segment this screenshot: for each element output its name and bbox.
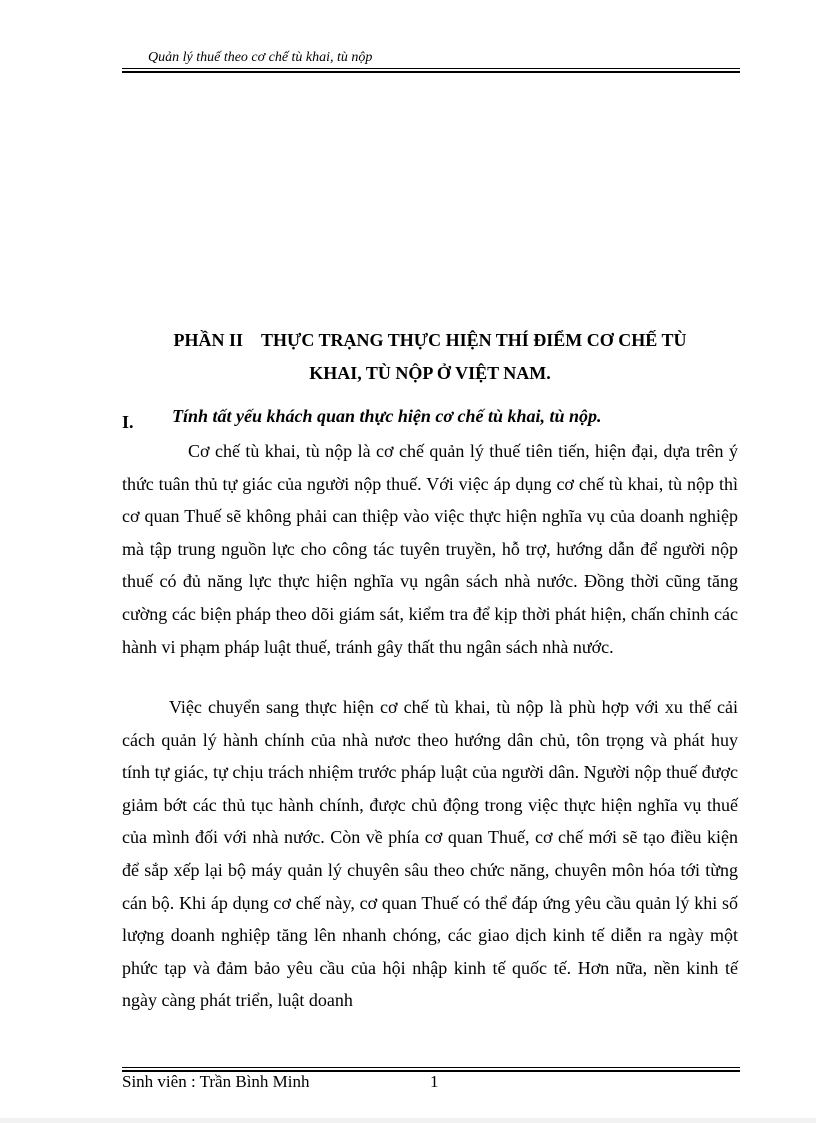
paragraph-1: Cơ chế tù khai, tù nộp là cơ chế quản lý thuế tiên tiến, hiện đại, dựa trên ý thức tuân thủ tự giác của người nộp thuế. Với việc áp dụng cơ chế tù khai, tù nộp thì cơ quan Thuế sẽ không phải can thiệp vào việc thực hiện nghĩa vụ của doanh nghiệp mà tập trung nguồn lực cho công tác tuyên truyền, hỗ trợ, hướng dẫn để người nộp thuế có đủ năng lực thực hiện nghĩa vụ ngân sách nhà nước. Đồng thời cũng tăng cường các biện pháp theo dõi giám sát, kiểm tra để kịp thời phát hiện, chấn chỉnh các hành vi phạm pháp luật thuế, tránh gây thất thu ngân sách nhà nước. (122, 441, 738, 657)
page-bottom-edge (0, 1118, 816, 1123)
header-divider-thin (122, 68, 740, 69)
paragraph-2: Việc chuyển sang thực hiện cơ chế tù khai, tù nộp là phù hợp với xu thế cải cách quản lý hành chính của nhà nươc theo hướng dân chủ, tôn trọng và phát huy tính tự giác, tự chịu trách nhiệm trước pháp luật của người dân. Người nộp thuế được giảm bớt các thủ tục hành chính, được chủ động trong việc thực hiện nghĩa vụ thuế của mình đối với nhà nước. Còn về phía cơ quan Thuế, cơ chế mới sẽ tạo điều kiện để sắp xếp lại bộ máy quản lý chuyên sâu theo chức năng, chuyên môn hóa tới từng cán bộ. Khi áp dụng cơ chế này, cơ quan Thuế có thể đáp ứng yêu cầu quản lý khi số lượng doanh nghiệp tăng lên nhanh chóng, các giao dịch kinh tế diễn ra ngày một phức tạp và đảm bảo yêu cầu của hội nhập kinh tế quốc tế. Hơn nữa, nền kinh tế ngày càng phát triển, luật doanh (122, 697, 738, 1011)
footer-divider-thin (122, 1067, 740, 1068)
header-divider-thick (122, 71, 740, 73)
part-label: PHẦN II (173, 330, 244, 350)
section-number: I. (122, 412, 134, 432)
footer-student-name: Sinh viên : Trần Bình Minh (122, 1072, 310, 1091)
part-title (120, 324, 740, 390)
part-title-text-1: THỰC TRẠNG THỰC HIỆN THÍ ĐIỂM CƠ CHẾ TÙ (261, 330, 687, 350)
page-number: 1 (430, 1072, 439, 1091)
section-title: Tính tất yếu khách quan thực hiện cơ chế tù khai, tù nộp. (172, 406, 602, 426)
part-title-line-2: KHAI, TÙ NỘP Ở VIỆT NAM. (309, 363, 551, 383)
part-title-line-1 (120, 324, 740, 357)
running-header: Quản lý thuế theo cơ chế tù khai, tù nộp (148, 50, 373, 65)
